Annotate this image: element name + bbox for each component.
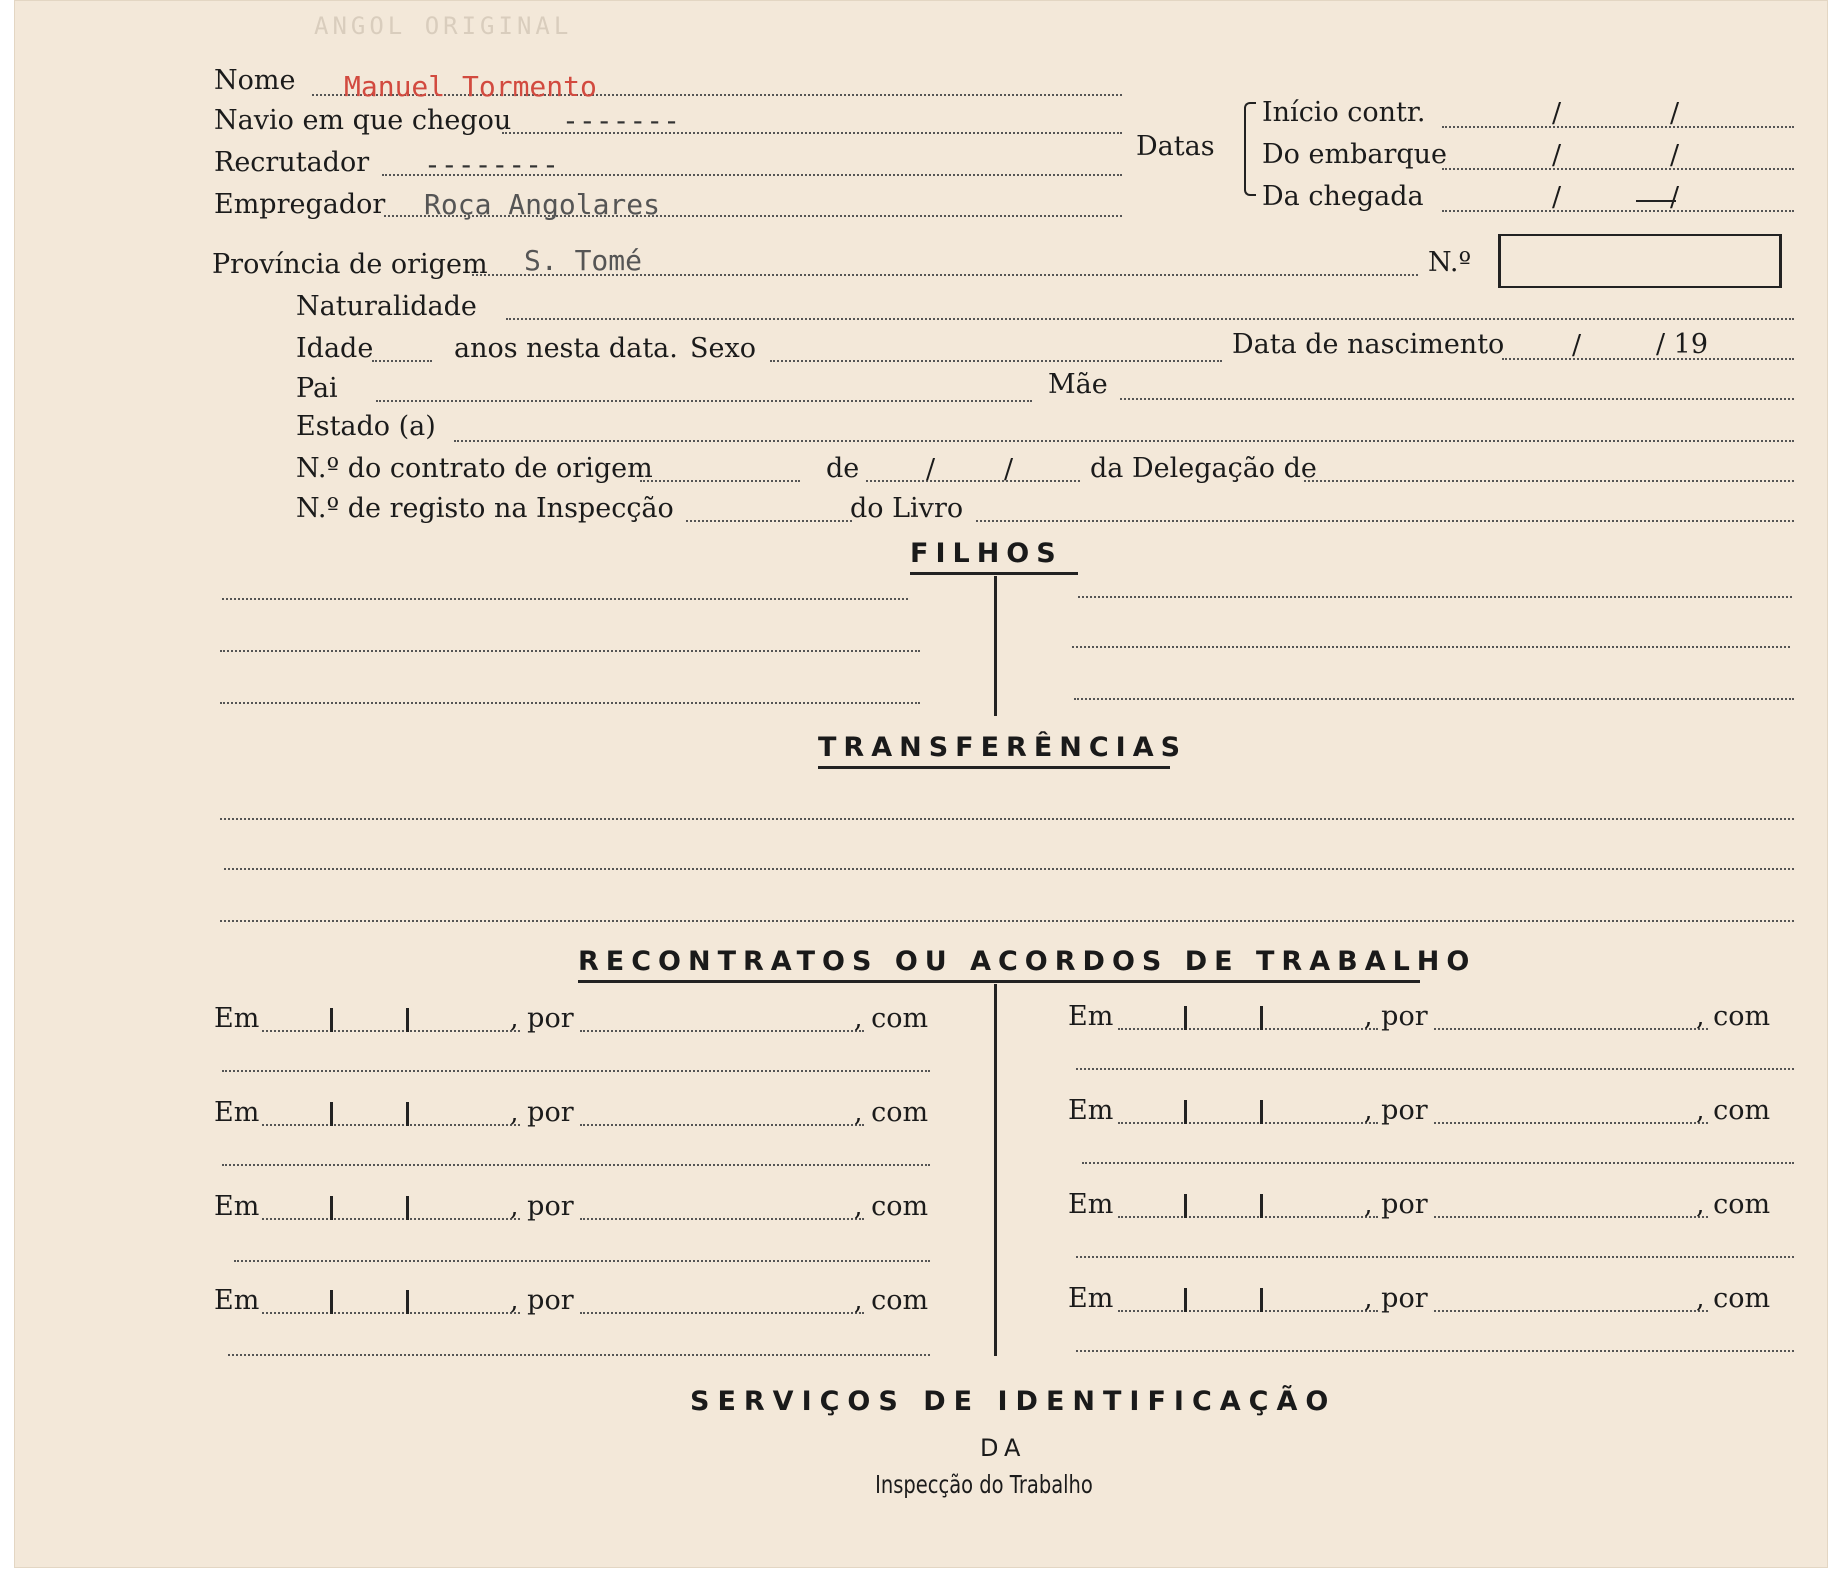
mae-label: Mãe bbox=[1048, 369, 1108, 400]
em-label: Em bbox=[1068, 1095, 1114, 1126]
transferencias-line-3 bbox=[220, 920, 1794, 922]
naturalidade-line bbox=[506, 318, 1794, 320]
delegacao-label: da Delegação de bbox=[1090, 453, 1317, 484]
livro-line bbox=[976, 520, 1794, 522]
com-label: , com bbox=[854, 1097, 929, 1128]
em-date-line bbox=[262, 1218, 520, 1220]
contrato-label: N.º do contrato de origem bbox=[296, 453, 653, 484]
recontratos-heading: RECONTRATOS OU ACORDOS DE TRABALHO bbox=[578, 946, 1477, 977]
navio-value: ------- bbox=[562, 104, 681, 137]
filhos-line-left-3 bbox=[220, 702, 920, 704]
nascimento-line bbox=[1502, 358, 1794, 360]
navio-label: Navio em que chegou bbox=[214, 105, 512, 136]
provincia-value: S. Tomé bbox=[524, 244, 643, 277]
filhos-line-left-1 bbox=[222, 598, 908, 600]
nascimento-label: Data de nascimento bbox=[1232, 329, 1505, 360]
com-label: , com bbox=[854, 1191, 929, 1222]
em-label: Em bbox=[214, 1191, 260, 1222]
chegada-slash-1: / bbox=[1552, 182, 1562, 213]
em-date-line bbox=[1118, 1310, 1378, 1312]
continuation-line bbox=[228, 1354, 930, 1356]
date-separator bbox=[330, 1196, 333, 1220]
continuation-line bbox=[1076, 1068, 1794, 1070]
por-line bbox=[1434, 1028, 1708, 1030]
por-label: , por bbox=[510, 1003, 574, 1034]
em-label: Em bbox=[214, 1003, 260, 1034]
pai-label: Pai bbox=[296, 373, 338, 404]
faint-header-stamp: ANGOL ORIGINAL bbox=[314, 12, 573, 40]
inicio-slash-2: / bbox=[1670, 98, 1680, 129]
delegacao-line bbox=[1304, 480, 1794, 482]
continuation-line bbox=[1076, 1256, 1794, 1258]
de-label: de bbox=[826, 453, 860, 484]
registo-line bbox=[686, 520, 852, 522]
naturalidade-label: Naturalidade bbox=[296, 291, 477, 322]
transferencias-underline bbox=[818, 766, 1170, 769]
por-label: , por bbox=[510, 1191, 574, 1222]
em-label: Em bbox=[1068, 1001, 1114, 1032]
por-label: , por bbox=[510, 1285, 574, 1316]
date-separator bbox=[1260, 1100, 1263, 1124]
contrato-slash-1: / bbox=[926, 454, 936, 485]
sexo-label: Sexo bbox=[690, 333, 756, 364]
idade-label: Idade bbox=[296, 333, 374, 364]
filhos-line-right-1 bbox=[1078, 596, 1792, 598]
nascimento-slash: / bbox=[1572, 330, 1582, 361]
inicio-slash-1: / bbox=[1552, 98, 1562, 129]
livro-label: do Livro bbox=[850, 493, 964, 524]
footer-da: DA bbox=[980, 1434, 1027, 1462]
por-line bbox=[580, 1030, 864, 1032]
em-date-line bbox=[262, 1312, 520, 1314]
date-separator bbox=[406, 1008, 409, 1032]
por-label: , por bbox=[1364, 1189, 1428, 1220]
com-label: , com bbox=[1696, 1095, 1771, 1126]
datas-label: Datas bbox=[1136, 131, 1215, 162]
mae-line bbox=[1120, 398, 1794, 400]
embarque-slash-2: / bbox=[1670, 140, 1680, 171]
empregador-value: Roça Angolares bbox=[424, 188, 661, 221]
registo-label: N.º de registo na Inspecção bbox=[296, 493, 674, 524]
contrato-line bbox=[640, 480, 800, 482]
continuation-line bbox=[222, 1164, 930, 1166]
nascimento-year: / 19 bbox=[1656, 329, 1709, 360]
filhos-line-left-2 bbox=[220, 650, 920, 652]
date-separator bbox=[330, 1008, 333, 1032]
date-separator bbox=[330, 1102, 333, 1126]
date-separator bbox=[1260, 1006, 1263, 1030]
provincia-label: Província de origem bbox=[212, 249, 488, 280]
form-card bbox=[14, 0, 1828, 1568]
transferencias-line-1 bbox=[220, 818, 1794, 820]
por-line bbox=[580, 1218, 864, 1220]
recrutador-label: Recrutador bbox=[214, 147, 370, 178]
em-date-line bbox=[262, 1124, 520, 1126]
filhos-divider bbox=[994, 576, 997, 716]
por-line bbox=[580, 1312, 864, 1314]
nome-value: Manuel Tormento bbox=[344, 70, 597, 103]
inicio-contr-label: Início contr. bbox=[1262, 97, 1426, 128]
date-separator bbox=[1260, 1194, 1263, 1218]
com-label: , com bbox=[1696, 1001, 1771, 1032]
date-separator bbox=[1260, 1288, 1263, 1312]
em-label: Em bbox=[214, 1285, 260, 1316]
em-label: Em bbox=[1068, 1189, 1114, 1220]
embarque-label: Do embarque bbox=[1262, 139, 1448, 170]
por-label: , por bbox=[1364, 1001, 1428, 1032]
date-separator bbox=[1184, 1006, 1187, 1030]
por-label: , por bbox=[1364, 1095, 1428, 1126]
date-separator bbox=[1184, 1100, 1187, 1124]
empregador-label: Empregador bbox=[214, 189, 386, 220]
idade-line bbox=[372, 360, 432, 362]
em-date-line bbox=[262, 1030, 520, 1032]
com-label: , com bbox=[1696, 1189, 1771, 1220]
por-label: , por bbox=[510, 1097, 574, 1128]
recontratos-underline bbox=[578, 980, 1420, 983]
filhos-underline bbox=[910, 572, 1078, 575]
por-line bbox=[1434, 1216, 1708, 1218]
em-date-line bbox=[1118, 1122, 1378, 1124]
em-date-line bbox=[1118, 1216, 1378, 1218]
em-label: Em bbox=[1068, 1283, 1114, 1314]
continuation-line bbox=[1076, 1350, 1794, 1352]
por-line bbox=[1434, 1122, 1708, 1124]
numero-box bbox=[1498, 234, 1782, 288]
continuation-line bbox=[222, 1070, 930, 1072]
estado-line bbox=[454, 440, 1794, 442]
embarque-line bbox=[1442, 168, 1794, 170]
chegada-dash-mark bbox=[1636, 200, 1676, 202]
com-label: , com bbox=[1696, 1283, 1771, 1314]
filhos-heading: FILHOS bbox=[910, 538, 1063, 569]
nome-label: Nome bbox=[214, 65, 296, 96]
chegada-slash-2: / bbox=[1670, 182, 1680, 213]
em-label: Em bbox=[214, 1097, 260, 1128]
recontratos-divider bbox=[994, 984, 997, 1356]
date-separator bbox=[1184, 1288, 1187, 1312]
inicio-line bbox=[1442, 126, 1794, 128]
date-separator bbox=[330, 1290, 333, 1314]
anos-label: anos nesta data. bbox=[454, 333, 678, 364]
numero-label: N.º bbox=[1428, 247, 1472, 278]
por-label: , por bbox=[1364, 1283, 1428, 1314]
continuation-line bbox=[1082, 1162, 1794, 1164]
com-label: , com bbox=[854, 1003, 929, 1034]
sexo-line bbox=[770, 360, 1222, 362]
por-line bbox=[1434, 1310, 1708, 1312]
por-line bbox=[580, 1124, 864, 1126]
contrato-slash-2: / bbox=[1004, 454, 1014, 485]
recrutador-value: -------- bbox=[424, 148, 559, 181]
pai-line bbox=[376, 400, 1032, 402]
com-label: , com bbox=[854, 1285, 929, 1316]
footer-title: SERVIÇOS DE IDENTIFICAÇÃO bbox=[690, 1386, 1337, 1417]
chegada-label: Da chegada bbox=[1262, 181, 1424, 212]
date-separator bbox=[406, 1102, 409, 1126]
transferencias-line-2 bbox=[224, 868, 1794, 870]
contrato-date-line bbox=[866, 480, 1080, 482]
datas-bracket bbox=[1244, 102, 1256, 196]
estado-label: Estado (a) bbox=[296, 411, 436, 442]
date-separator bbox=[1184, 1194, 1187, 1218]
date-separator bbox=[406, 1196, 409, 1220]
footer-subtitle: Inspecção do Trabalho bbox=[875, 1470, 1093, 1499]
transferencias-heading: TRANSFERÊNCIAS bbox=[818, 732, 1188, 763]
em-date-line bbox=[1118, 1028, 1378, 1030]
embarque-slash-1: / bbox=[1552, 140, 1562, 171]
filhos-line-right-3 bbox=[1074, 698, 1794, 700]
continuation-line bbox=[234, 1260, 930, 1262]
date-separator bbox=[406, 1290, 409, 1314]
chegada-line bbox=[1442, 210, 1794, 212]
filhos-line-right-2 bbox=[1072, 646, 1790, 648]
